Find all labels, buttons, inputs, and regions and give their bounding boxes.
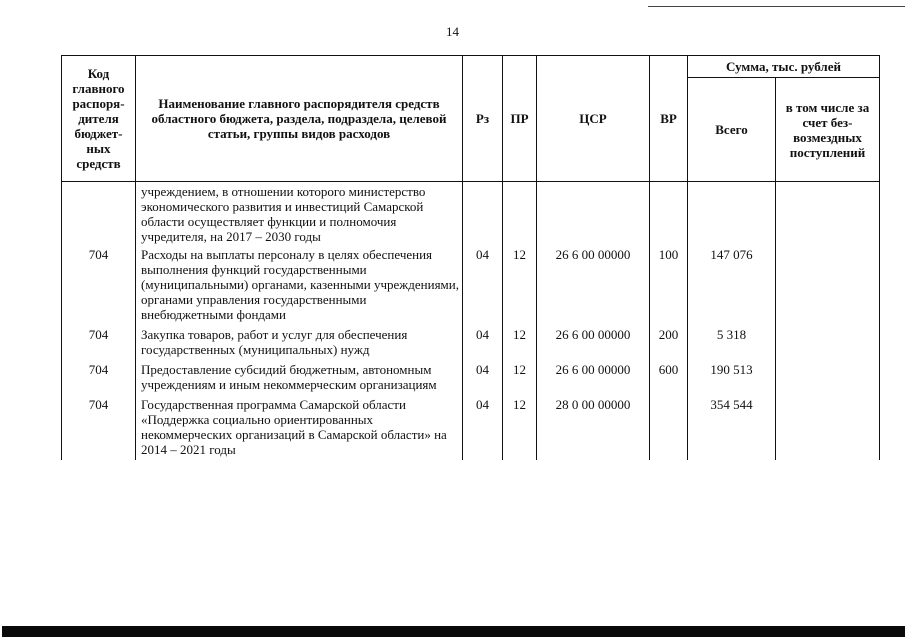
header-name: Наименование главного распорядителя средств областного бюджета, раздела, подраздела, целевой статьи, группы видов расходов	[136, 56, 463, 182]
cell-rz: 04	[463, 245, 503, 325]
header-rz: Рз	[463, 56, 503, 182]
header-code: Код главного распоря-дителя бюджет-ных средств	[62, 56, 136, 182]
cell-code: 704	[62, 245, 136, 325]
cell-name: Расходы на выплаты персоналу в целях обеспечения выполнения функций государственными (муниципальными) органами, казенными учреждениями, органами управления государственными внебюджетными фондами	[136, 245, 463, 325]
cell-vr: 600	[650, 360, 688, 395]
table-row	[62, 325, 880, 360]
cell-name: Государственная программа Самарской области «Поддержка социально ориентированных некоммерческих организаций в Самарской области» на 2014 – 2021 годы	[136, 395, 463, 460]
top-rule	[648, 6, 905, 7]
cell-total: 147 076	[688, 245, 776, 325]
cell-vr	[650, 395, 688, 460]
header-pr: ПР	[503, 56, 537, 182]
cell-code: 704	[62, 325, 136, 360]
header-vr: ВР	[650, 56, 688, 182]
cell-rz: 04	[463, 325, 503, 360]
cell-incl	[776, 325, 880, 360]
cell-name: Закупка товаров, работ и услуг для обеспечения государственных (муниципальных) нужд	[136, 325, 463, 360]
table-row	[62, 245, 880, 325]
table-row	[62, 395, 880, 460]
cell-rz: 04	[463, 395, 503, 460]
cell-total: 354 544	[688, 395, 776, 460]
cell-name: Предоставление субсидий бюджетным, автономным учреждениям и иным некоммерческим организациям	[136, 360, 463, 395]
cell-csr: 26 6 00 00000	[537, 245, 650, 325]
cell-pr: 12	[503, 325, 537, 360]
header-total: Всего	[688, 78, 776, 182]
bottom-bar	[2, 626, 905, 637]
cell-code: 704	[62, 360, 136, 395]
cell-pr: 12	[503, 360, 537, 395]
cell-incl	[776, 395, 880, 460]
cell-code: 704	[62, 395, 136, 460]
header-incl: в том числе за счет без-возмездных поступлений	[776, 78, 880, 182]
cell-vr: 200	[650, 325, 688, 360]
cell-rz: 04	[463, 360, 503, 395]
page-number: 14	[446, 24, 459, 39]
cell-incl	[776, 360, 880, 395]
cell-csr: 26 6 00 00000	[537, 360, 650, 395]
header-sum-group: Сумма, тыс. рублей	[688, 56, 880, 78]
budget-table	[61, 55, 880, 460]
cell-incl	[776, 245, 880, 325]
cell-vr: 100	[650, 245, 688, 325]
cell-pr: 12	[503, 395, 537, 460]
header-csr: ЦСР	[537, 56, 650, 182]
cell-total: 190 513	[688, 360, 776, 395]
continuation-text: учреждением, в отношении которого министерство экономического развития и инвестиций Самарской области осуществляет функции и полномочия учредителя, на 2017 – 2030 годы	[136, 182, 463, 246]
cell-total: 5 318	[688, 325, 776, 360]
cell-csr: 28 0 00 00000	[537, 395, 650, 460]
cell-pr: 12	[503, 245, 537, 325]
continuation-row	[62, 182, 880, 246]
cell-csr: 26 6 00 00000	[537, 325, 650, 360]
table-row	[62, 360, 880, 395]
